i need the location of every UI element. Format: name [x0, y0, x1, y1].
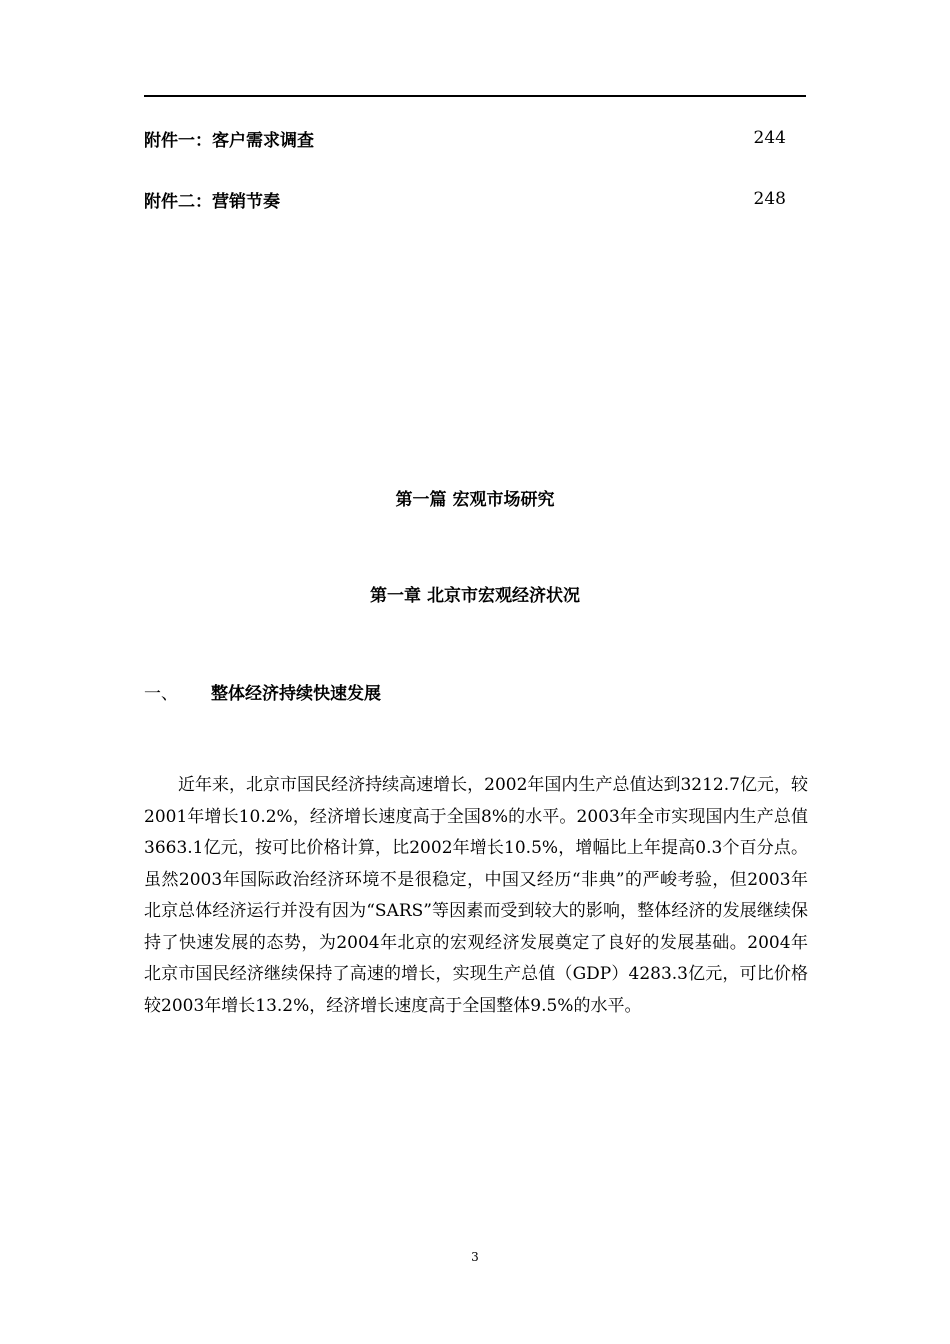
section-index: 一、 [144, 683, 178, 704]
toc-entry-page: 248 [753, 189, 786, 209]
part-title: 第一篇 宏观市场研究 [395, 490, 555, 510]
toc-entry-appendix-1[interactable] [144, 125, 786, 151]
chapter-title: 第一章 北京市宏观经济状况 [370, 586, 580, 606]
toc-entry-label: 附件二：营销节奏 [144, 191, 280, 212]
toc-entry-appendix-2[interactable] [144, 186, 786, 212]
toc-entry-label: 附件一：客户需求调查 [144, 130, 314, 151]
page-number: 3 [471, 1250, 479, 1264]
body-paragraph: 近年来，北京市国民经济持续高速增长，2002年国内生产总值达到3212.7亿元，较2001年增长10.2%，经济增长速度高于全国8%的水平。2003年全市实现国内生产总值3663.1亿元，按可比价格计算，比2002年增长10.5%，增幅比上年提高0.3个百分点。虽然2003年国际政治经济环境不是很稳定，中国又经历“非典”的严峻考验，但2003年北京总体经济运行并没有因为“SARS”等因素而受到较大的影响，整体经济的发展继续保持了快速发展的态势，为2004年北京的宏观经济发展奠定了良好的发展基础。2004年北京市国民经济继续保持了高速的增长，实现生产总值（GDP）4283.3亿元，可比价格较2003年增长13.2%，经济增长速度高于全国整体9.5%的水平。 [144, 775, 808, 1016]
top-divider [144, 95, 806, 97]
section-heading [144, 678, 381, 704]
toc-entry-page: 244 [753, 128, 786, 148]
section-title: 整体经济持续快速发展 [211, 683, 381, 704]
